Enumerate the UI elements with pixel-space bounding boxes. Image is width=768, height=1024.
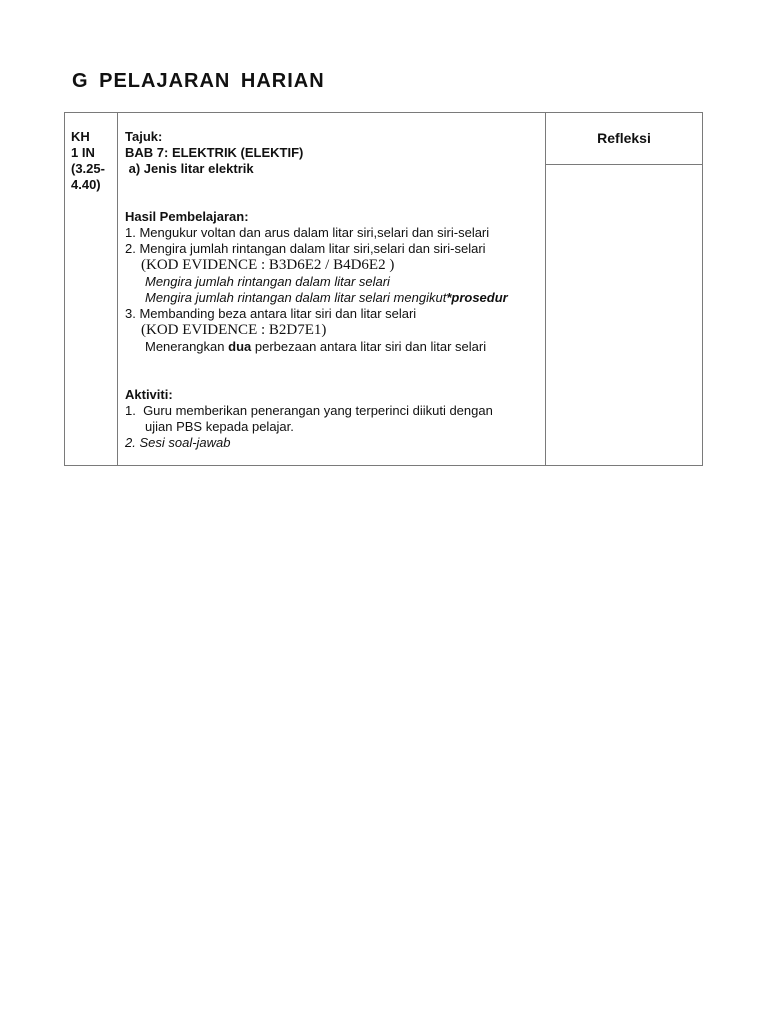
evidence-3-bold: dua: [228, 339, 252, 354]
day-label: KH: [71, 129, 90, 144]
tajuk-label: Tajuk:: [125, 129, 163, 144]
outcome-2: 2. Mengira jumlah rintangan dalam litar siri,selari dan siri-selari: [125, 241, 486, 256]
evidence-1: Mengira jumlah rintangan dalam litar selari: [145, 274, 390, 289]
activities-label: Aktiviti:: [125, 387, 173, 402]
class-label: 1 IN: [71, 145, 95, 160]
evidence-2-text: Mengira jumlah rintangan dalam litar selari mengikut: [145, 290, 447, 305]
activity-1-cont: ujian PBS kepada pelajar.: [145, 419, 294, 434]
activity-1: 1. Guru memberikan penerangan yang terperinci diikuti dengan: [125, 403, 493, 418]
page-title: G PELAJARAN HARIAN: [72, 70, 325, 92]
lesson-plan-table: [64, 112, 703, 466]
time-start: (3.25-: [71, 161, 105, 176]
evidence-2-bold: *prosedur: [446, 290, 508, 305]
time-end: 4.40): [71, 177, 101, 192]
evidence-3-post: perbezaan antara litar siri dan litar selari: [251, 339, 487, 354]
evidence-code-1: (KOD EVIDENCE : B3D6E2 / B4D6E2 ): [141, 257, 395, 273]
evidence-2: [125, 290, 545, 306]
learning-outcomes-label: Hasil Pembelajaran:: [125, 209, 249, 224]
class-time-cell: [65, 113, 118, 465]
lesson-content-cell: [118, 113, 546, 465]
chapter-title: BAB 7: ELEKTRIK (ELEKTIF): [125, 145, 304, 160]
evidence-code-2: (KOD EVIDENCE : B2D7E1): [141, 322, 327, 338]
outcome-1: 1. Mengukur voltan dan arus dalam litar siri,selari dan siri-selari: [125, 225, 490, 240]
subtopic: a) Jenis litar elektrik: [125, 161, 254, 176]
reflection-header: Refleksi: [546, 113, 702, 165]
activity-2: 2. Sesi soal-jawab: [125, 435, 231, 450]
evidence-3-pre: Menerangkan: [145, 339, 229, 354]
outcome-3: 3. Membanding beza antara litar siri dan litar selari: [125, 306, 417, 321]
evidence-3: [125, 339, 545, 355]
reflection-column: [546, 113, 702, 465]
